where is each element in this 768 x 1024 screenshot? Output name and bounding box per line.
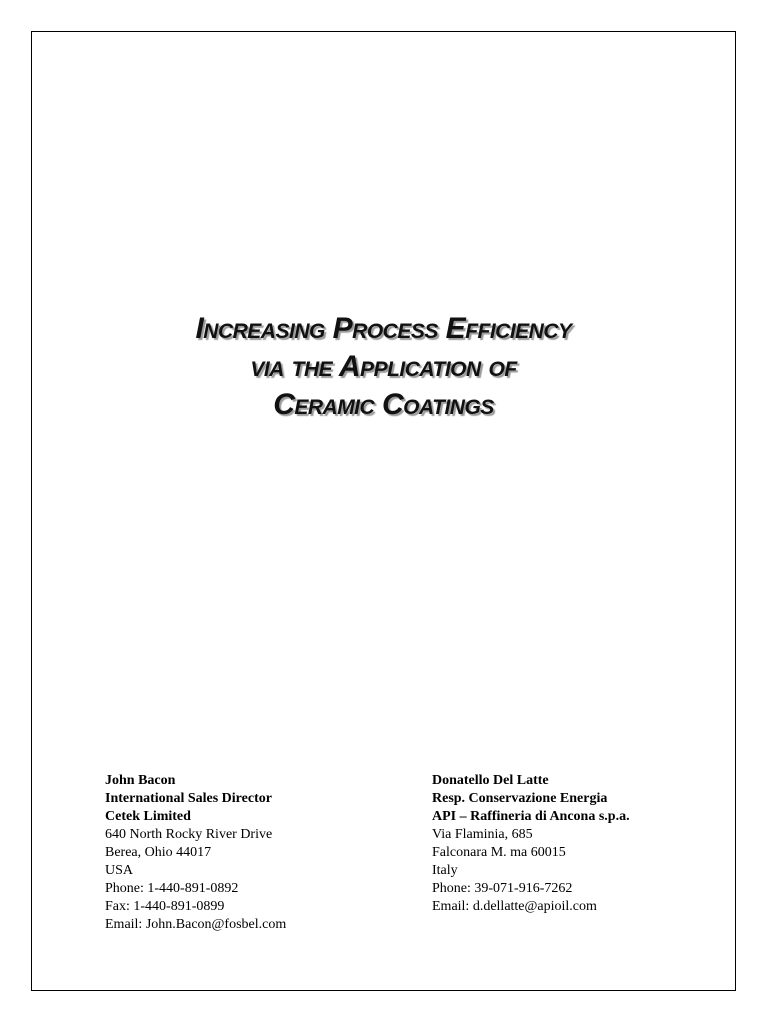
author-phone: Phone: 1-440-891-0892: [105, 881, 239, 896]
author-address-line-1: Via Flaminia, 685: [432, 827, 533, 842]
author-country: Italy: [432, 863, 458, 878]
author-company: API – Raffineria di Ancona s.p.a.: [432, 809, 630, 824]
document-title: [31, 310, 736, 424]
author-fax: Fax: 1-440-891-0899: [105, 899, 225, 914]
author-email: Email: John.Bacon@fosbel.com: [105, 917, 287, 932]
title-line-3: Ceramic Coatings: [273, 388, 494, 421]
author-role: International Sales Director: [105, 791, 272, 806]
author-name: Donatello Del Latte: [432, 773, 549, 788]
author-email: Email: d.dellatte@apioil.com: [432, 899, 597, 914]
author-country: USA: [105, 863, 134, 878]
author-phone: Phone: 39-071-916-7262: [432, 881, 573, 896]
author-company: Cetek Limited: [105, 809, 191, 824]
author-address-line-1: 640 North Rocky River Drive: [105, 827, 273, 842]
author-address-line-2: Berea, Ohio 44017: [105, 845, 212, 860]
title-line-1: Increasing Process Efficiency: [195, 312, 572, 345]
author-role: Resp. Conservazione Energia: [432, 791, 608, 806]
title-line-2: via the Application of: [250, 350, 517, 383]
author-address-line-2: Falconara M. ma 60015: [432, 845, 566, 860]
author-contact-2: [432, 772, 630, 916]
author-name: John Bacon: [105, 773, 176, 788]
author-contact-1: [105, 772, 286, 934]
